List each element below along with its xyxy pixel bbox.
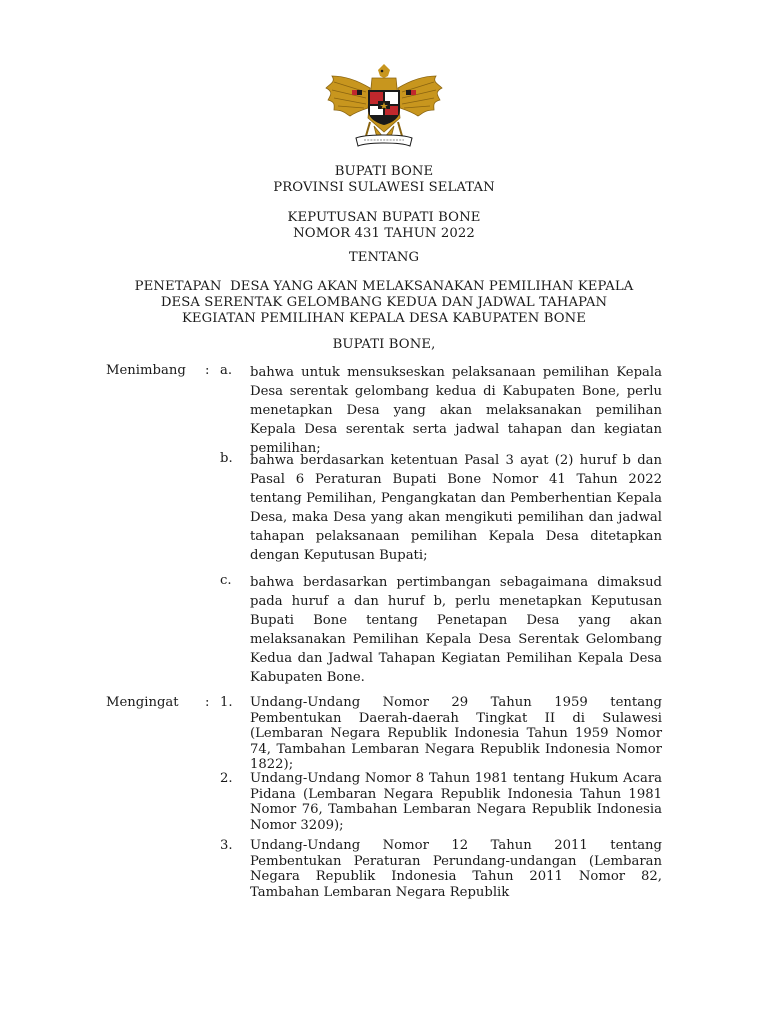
decree-number: NOMOR 431 TAHUN 2022: [293, 226, 475, 241]
item-marker: 3.: [220, 838, 233, 853]
menimbang-label: Menimbang: [106, 363, 186, 378]
menimbang-colon: :: [205, 363, 210, 378]
about-label: TENTANG: [348, 250, 420, 265]
mengingat-label: Mengingat: [106, 695, 179, 710]
item-text: bahwa untuk mensukseskan pelaksanaan pemilihan Kepala Desa serentak gelombang kedua di Kabupaten Bone, perlu menetapkan Desa yang akan melaksanakan pemilihan Kepala Desa serentak serta jadwal tahapan dan kegiatan pemilihan;: [250, 365, 662, 456]
subject-line: DESA SERENTAK GELOMBANG KEDUA DAN JADWAL TAHAPAN: [160, 295, 608, 310]
decree-heading: [0, 210, 768, 242]
decree-subject: [0, 279, 768, 327]
subject-line: PENETAPAN DESA YANG AKAN MELAKSANAKAN PEMILIHAN KEPALA: [134, 279, 634, 294]
item-marker: 2.: [220, 771, 233, 786]
item-marker: 1.: [220, 695, 233, 710]
item-text: Undang-Undang Nomor 8 Tahun 1981 tentang Hukum Acara Pidana (Lembaran Negara Republik Indonesia Tahun 1981 Nomor 76, Tambahan Lembaran Negara Republik Indonesia Nomor 3209);: [250, 771, 662, 833]
issuer-line: BUPATI BONE,: [332, 337, 436, 352]
item-text: Undang-Undang Nomor 29 Tahun 1959 tentang Pembentukan Daerah-daerah Tingkat II di Sulawesi (Lembaran Negara Republik Indonesia Tahun 1959 Nomor 74, Tambahan Lembaran Negara Republik Indonesia Nomor 1822);: [250, 695, 662, 772]
item-text: Undang-Undang Nomor 12 Tahun 2011 tentang Pembentukan Peraturan Perundang-undangan (Lembaran Negara Republik Indonesia Tahun 2011 Nomor 82, Tambahan Lembaran Negara Republik: [250, 838, 662, 900]
province-name: PROVINSI SULAWESI SELATAN: [273, 180, 495, 195]
item-marker: b.: [220, 451, 233, 466]
subject-line: KEGIATAN PEMILIHAN KEPALA DESA KABUPATEN BONE: [181, 311, 587, 326]
decree-title: KEPUTUSAN BUPATI BONE: [287, 210, 481, 225]
item-marker: a.: [220, 363, 233, 378]
mengingat-colon: :: [205, 695, 210, 710]
item-marker: c.: [220, 573, 232, 588]
item-text: bahwa berdasarkan pertimbangan sebagaimana dimaksud pada huruf a dan huruf b, perlu menetapkan Keputusan Bupati Bone tentang Penetapan Desa yang akan melaksanakan Pemilihan Kepala Desa Serentak Gelombang Kedua dan Jadwal Tahapan Kegiatan Pemilihan Kepala Desa Kabupaten Bone.: [250, 575, 662, 685]
letterhead: [0, 164, 768, 196]
authority-name: BUPATI BONE: [334, 164, 434, 179]
garuda-emblem-icon: [322, 60, 446, 152]
item-text: bahwa berdasarkan ketentuan Pasal 3 ayat (2) huruf b dan Pasal 6 Peraturan Bupati Bone Nomor 41 Tahun 2022 tentang Pemilihan, Pengangkatan dan Pemberhentian Kepala Desa, maka Desa yang akan mengikuti pemilihan dan jadwal tahapan pelaksanaan pemilihan Kepala Desa ditetapkan dengan Keputusan Bupati;: [250, 453, 662, 563]
